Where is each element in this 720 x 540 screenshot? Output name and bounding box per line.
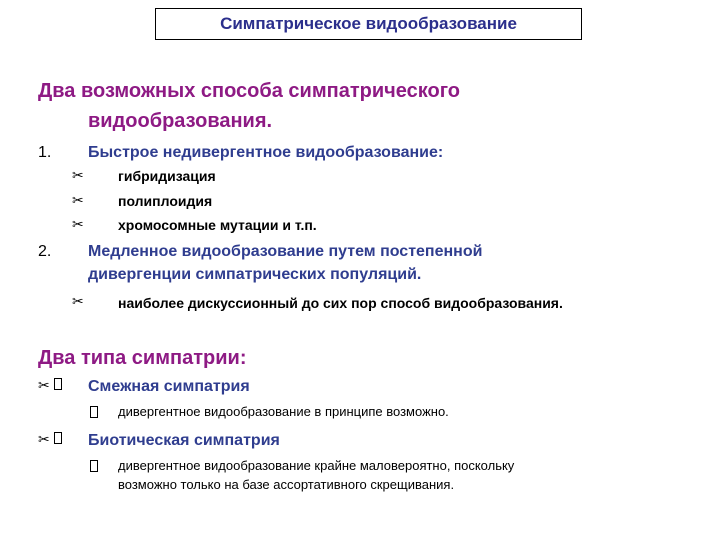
scissors-bullet-icon: ✂	[72, 192, 84, 208]
item2-text-line1: Медленное видообразование путем постепенной	[88, 243, 483, 260]
scissors-bullet-icon: ✂	[38, 377, 62, 394]
item2-subitem-1: наиболее дискуссионный до сих пор способ видообразования.	[118, 295, 563, 311]
box-bullet-icon	[54, 378, 62, 390]
section2-heading: Два типа симпатрии:	[38, 347, 247, 369]
slide-title-box	[155, 8, 582, 40]
item1-subitem-2: полиплоидия	[118, 193, 213, 209]
item2-number: 2.	[38, 243, 52, 260]
type2-desc-line2: возможно только на базе ассортативного скрещивания.	[118, 477, 455, 492]
item2-text-line2: дивергенции симпатрических популяций.	[88, 266, 422, 283]
item1-subitem-1: гибридизация	[118, 168, 216, 184]
scissors-bullet-icon: ✂	[72, 216, 84, 232]
box-bullet-icon	[90, 405, 98, 423]
scissors-bullet-icon: ✂	[72, 293, 84, 309]
slide-title: Симпатрическое видообразование	[220, 14, 517, 33]
item1-subitem-3: хромосомные мутации и т.п.	[118, 217, 317, 233]
box-bullet-icon	[90, 459, 98, 477]
box-bullet-icon	[54, 432, 62, 444]
scissors-bullet-icon: ✂	[38, 431, 62, 448]
item1-number: 1.	[38, 144, 52, 161]
type1-label: Смежная симпатрия	[88, 378, 250, 395]
section1-heading-line2: видообразования.	[88, 110, 273, 132]
item1-text: Быстрое недивергентное видообразование:	[88, 144, 444, 161]
type2-desc-line1: дивергентное видообразование крайне маловероятно, поскольку	[118, 458, 515, 473]
section1-heading-line1: Два возможных способа симпатрического	[38, 80, 460, 102]
type1-desc: дивергентное видообразование в принципе возможно.	[118, 404, 449, 419]
type2-label: Биотическая симпатрия	[88, 432, 280, 449]
scissors-bullet-icon: ✂	[72, 167, 84, 183]
